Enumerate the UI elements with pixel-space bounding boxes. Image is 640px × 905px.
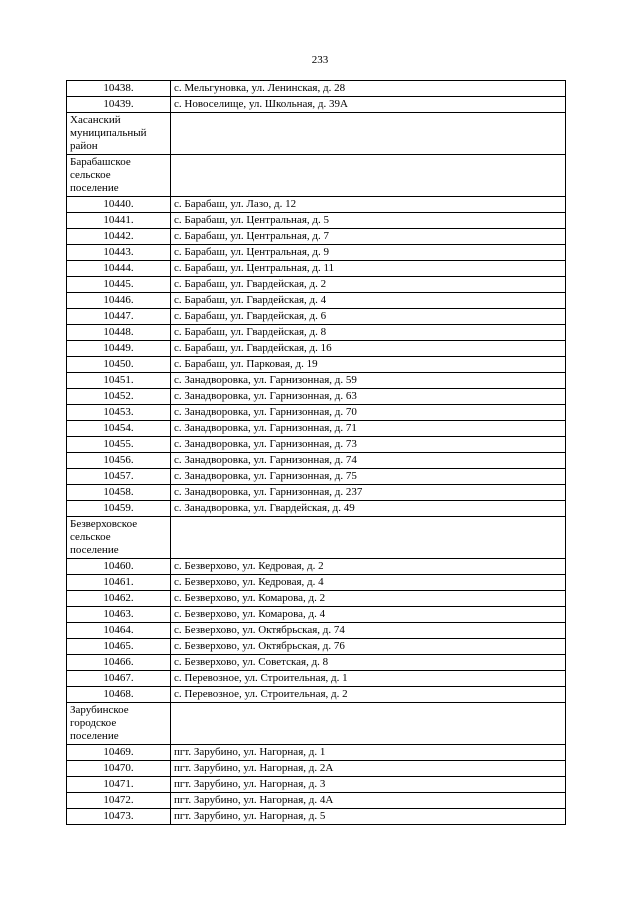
table-row xyxy=(67,793,566,809)
table-row xyxy=(67,293,566,309)
row-number: 10450. xyxy=(67,357,171,373)
table-row xyxy=(67,607,566,623)
section-address-cell xyxy=(171,155,566,197)
table-row xyxy=(67,97,566,113)
table-row xyxy=(67,229,566,245)
row-number: 10446. xyxy=(67,293,171,309)
row-address: с. Барабаш, ул. Парковая, д. 19 xyxy=(171,357,566,373)
section-address-cell xyxy=(171,703,566,745)
row-number: 10462. xyxy=(67,591,171,607)
row-number: 10454. xyxy=(67,421,171,437)
row-address: пгт. Зарубино, ул. Нагорная, д. 3 xyxy=(171,777,566,793)
section-name xyxy=(67,517,171,559)
row-address: с. Барабаш, ул. Центральная, д. 7 xyxy=(171,229,566,245)
row-address: с. Барабаш, ул. Лазо, д. 12 xyxy=(171,197,566,213)
row-number: 10467. xyxy=(67,671,171,687)
section-address-cell xyxy=(171,517,566,559)
table-row xyxy=(67,197,566,213)
address-table-body xyxy=(67,81,566,825)
table-row xyxy=(67,559,566,575)
section-name-line: Барабашское xyxy=(70,156,131,168)
section-name-line: район xyxy=(70,140,98,152)
table-row xyxy=(67,405,566,421)
section-name-line: муниципальный xyxy=(70,127,147,139)
row-address: с. Безверхово, ул. Октябрьская, д. 74 xyxy=(171,623,566,639)
row-address: с. Барабаш, ул. Гвардейская, д. 4 xyxy=(171,293,566,309)
table-row xyxy=(67,357,566,373)
row-address: с. Занадворовка, ул. Гарнизонная, д. 237 xyxy=(171,485,566,501)
row-address: с. Новоселище, ул. Школьная, д. 39А xyxy=(171,97,566,113)
row-address: с. Безверхово, ул. Комарова, д. 2 xyxy=(171,591,566,607)
section-name-line: сельское xyxy=(70,169,111,181)
table-row xyxy=(67,453,566,469)
row-number: 10473. xyxy=(67,809,171,825)
row-number: 10469. xyxy=(67,745,171,761)
section-name-line: поселение xyxy=(70,730,119,742)
table-row xyxy=(67,639,566,655)
row-number: 10439. xyxy=(67,97,171,113)
row-number: 10472. xyxy=(67,793,171,809)
row-address: с. Барабаш, ул. Гвардейская, д. 16 xyxy=(171,341,566,357)
table-row xyxy=(67,277,566,293)
row-address: с. Безверхово, ул. Советская, д. 8 xyxy=(171,655,566,671)
row-address: пгт. Зарубино, ул. Нагорная, д. 4А xyxy=(171,793,566,809)
table-row xyxy=(67,809,566,825)
section-name xyxy=(67,703,171,745)
row-number: 10444. xyxy=(67,261,171,277)
row-address: с. Занадворовка, ул. Гарнизонная, д. 59 xyxy=(171,373,566,389)
section-name xyxy=(67,155,171,197)
row-number: 10468. xyxy=(67,687,171,703)
row-number: 10453. xyxy=(67,405,171,421)
table-row xyxy=(67,341,566,357)
row-number: 10456. xyxy=(67,453,171,469)
table-row xyxy=(67,389,566,405)
table-row xyxy=(67,373,566,389)
row-number: 10471. xyxy=(67,777,171,793)
section-name-line: Безверховское xyxy=(70,518,138,530)
table-row xyxy=(67,671,566,687)
section-address-cell xyxy=(171,113,566,155)
row-address: с. Занадворовка, ул. Гарнизонная, д. 74 xyxy=(171,453,566,469)
row-address: с. Барабаш, ул. Гвардейская, д. 6 xyxy=(171,309,566,325)
table-row xyxy=(67,469,566,485)
row-address: с. Занадворовка, ул. Гарнизонная, д. 70 xyxy=(171,405,566,421)
row-address: с. Барабаш, ул. Гвардейская, д. 8 xyxy=(171,325,566,341)
row-number: 10447. xyxy=(67,309,171,325)
table-row xyxy=(67,421,566,437)
row-number: 10457. xyxy=(67,469,171,485)
section-name xyxy=(67,113,171,155)
row-address: пгт. Зарубино, ул. Нагорная, д. 1 xyxy=(171,745,566,761)
table-row xyxy=(67,655,566,671)
table-row xyxy=(67,501,566,517)
row-number: 10455. xyxy=(67,437,171,453)
row-address: с. Безверхово, ул. Комарова, д. 4 xyxy=(171,607,566,623)
row-number: 10466. xyxy=(67,655,171,671)
row-number: 10449. xyxy=(67,341,171,357)
table-row xyxy=(67,325,566,341)
table-row xyxy=(67,485,566,501)
table-row xyxy=(67,687,566,703)
row-number: 10452. xyxy=(67,389,171,405)
table-row xyxy=(67,575,566,591)
section-name-line: городское xyxy=(70,717,117,729)
row-number: 10460. xyxy=(67,559,171,575)
row-number: 10451. xyxy=(67,373,171,389)
row-address: с. Безверхово, ул. Октябрьская, д. 76 xyxy=(171,639,566,655)
row-number: 10465. xyxy=(67,639,171,655)
row-number: 10458. xyxy=(67,485,171,501)
row-address: с. Барабаш, ул. Центральная, д. 9 xyxy=(171,245,566,261)
section-row xyxy=(67,155,566,197)
row-address: пгт. Зарубино, ул. Нагорная, д. 5 xyxy=(171,809,566,825)
row-address: с. Барабаш, ул. Центральная, д. 5 xyxy=(171,213,566,229)
row-number: 10443. xyxy=(67,245,171,261)
row-address: с. Мельгуновка, ул. Ленинская, д. 28 xyxy=(171,81,566,97)
section-row xyxy=(67,113,566,155)
row-address: с. Занадворовка, ул. Гарнизонная, д. 63 xyxy=(171,389,566,405)
row-number: 10441. xyxy=(67,213,171,229)
table-row xyxy=(67,745,566,761)
row-number: 10470. xyxy=(67,761,171,777)
section-name-line: поселение xyxy=(70,544,119,556)
table-row xyxy=(67,245,566,261)
section-name-line: Зарубинское xyxy=(70,704,129,716)
section-row xyxy=(67,517,566,559)
table-row xyxy=(67,591,566,607)
row-address: пгт. Зарубино, ул. Нагорная, д. 2А xyxy=(171,761,566,777)
row-number: 10438. xyxy=(67,81,171,97)
table-row xyxy=(67,437,566,453)
table-row xyxy=(67,213,566,229)
row-number: 10442. xyxy=(67,229,171,245)
row-number: 10448. xyxy=(67,325,171,341)
row-number: 10461. xyxy=(67,575,171,591)
row-address: с. Барабаш, ул. Центральная, д. 11 xyxy=(171,261,566,277)
table-row xyxy=(67,761,566,777)
row-address: с. Перевозное, ул. Строительная, д. 1 xyxy=(171,671,566,687)
row-number: 10440. xyxy=(67,197,171,213)
table-row xyxy=(67,261,566,277)
row-address: с. Барабаш, ул. Гвардейская, д. 2 xyxy=(171,277,566,293)
page-number: 233 xyxy=(311,54,329,66)
row-number: 10463. xyxy=(67,607,171,623)
section-name-line: Хасанский xyxy=(70,114,121,126)
row-number: 10459. xyxy=(67,501,171,517)
table-row xyxy=(67,309,566,325)
table-row xyxy=(67,623,566,639)
section-row xyxy=(67,703,566,745)
table-row xyxy=(67,777,566,793)
section-name-line: сельское xyxy=(70,531,111,543)
row-address: с. Безверхово, ул. Кедровая, д. 4 xyxy=(171,575,566,591)
row-address: с. Занадворовка, ул. Гарнизонная, д. 71 xyxy=(171,421,566,437)
row-number: 10464. xyxy=(67,623,171,639)
row-number: 10445. xyxy=(67,277,171,293)
row-address: с. Занадворовка, ул. Гарнизонная, д. 73 xyxy=(171,437,566,453)
row-address: с. Безверхово, ул. Кедровая, д. 2 xyxy=(171,559,566,575)
row-address: с. Занадворовка, ул. Гвардейская, д. 49 xyxy=(171,501,566,517)
row-address: с. Занадворовка, ул. Гарнизонная, д. 75 xyxy=(171,469,566,485)
row-address: с. Перевозное, ул. Строительная, д. 2 xyxy=(171,687,566,703)
address-table xyxy=(66,80,566,825)
table-row xyxy=(67,81,566,97)
section-name-line: поселение xyxy=(70,182,119,194)
